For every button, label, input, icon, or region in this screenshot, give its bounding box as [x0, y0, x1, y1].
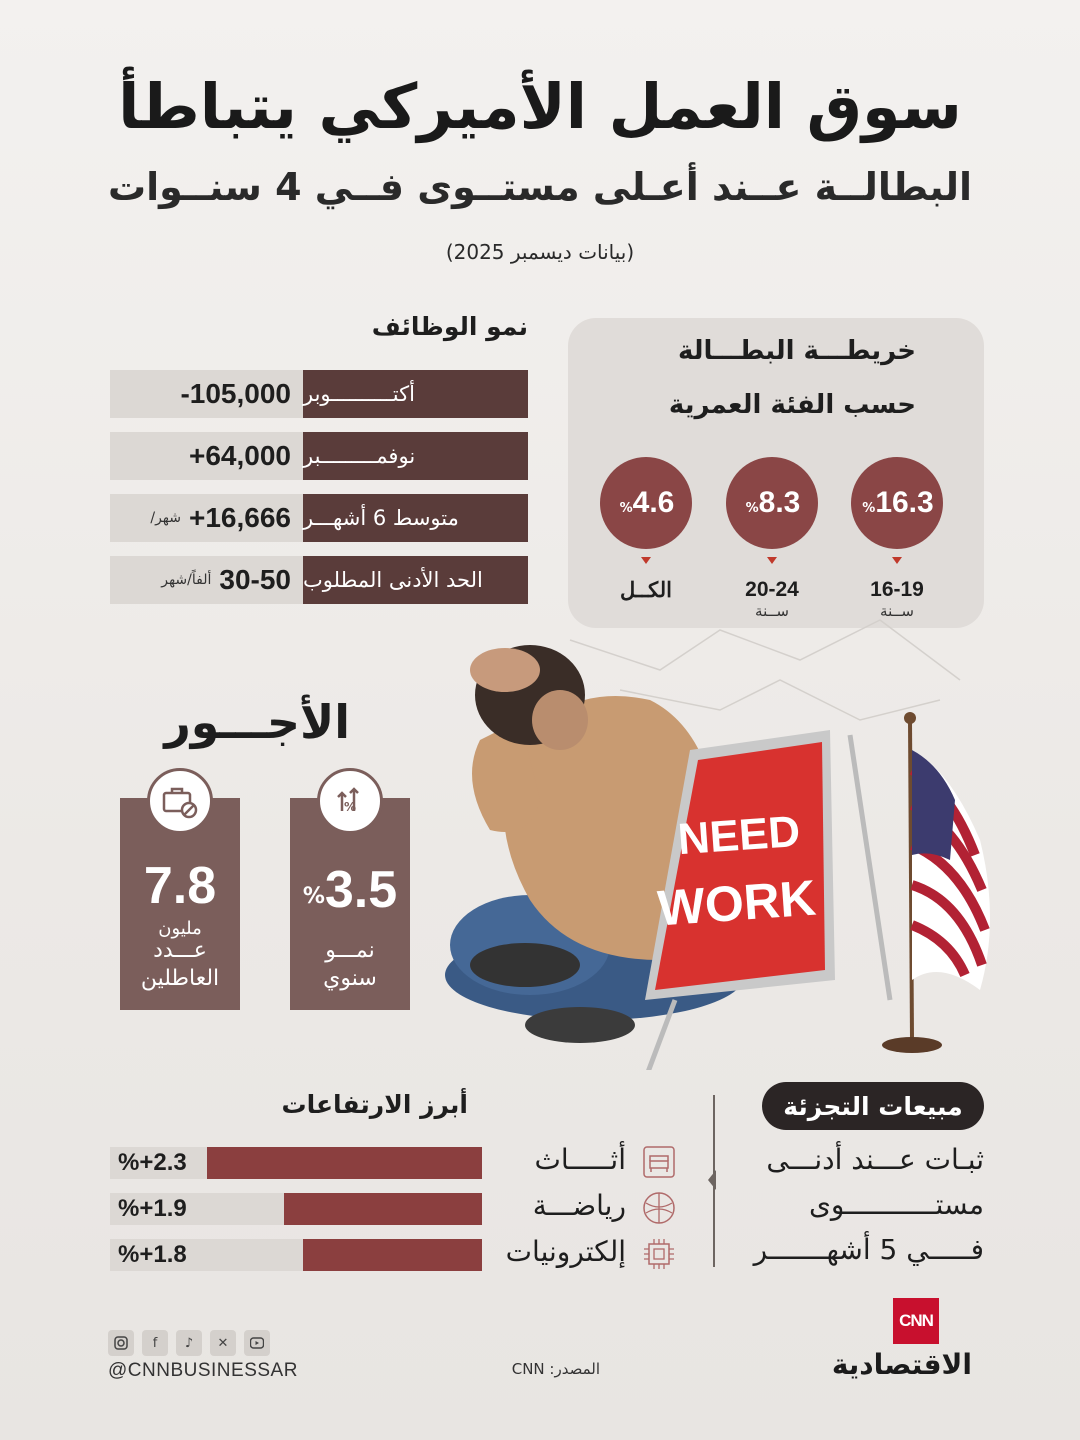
bubble-pct: % — [619, 500, 633, 516]
instagram-icon[interactable] — [108, 1330, 134, 1356]
increase-bar-row — [110, 1147, 482, 1179]
job-row — [110, 370, 528, 418]
job-label: الحد الأدنى المطلوب — [303, 556, 528, 604]
increase-value — [118, 1193, 187, 1225]
bubble-value: 16.3 — [875, 486, 934, 519]
sign-line2: WORK — [655, 869, 818, 937]
wage-growth-card — [290, 798, 410, 1010]
job-number: 30-50 — [219, 564, 291, 595]
increases-title: أبرز الارتفاعات — [281, 1090, 468, 1119]
retail-line-2: مستـــــــــــوى — [808, 1188, 984, 1221]
job-row — [110, 556, 528, 604]
increase-pct: % — [118, 1241, 140, 1268]
retail-line-3: فـــــي 5 أشهـــــــر — [753, 1233, 984, 1266]
increase-bar — [303, 1239, 482, 1271]
social-handle[interactable]: @CNNBUSINESSAR — [108, 1360, 298, 1381]
pointer-triangle-icon — [767, 557, 777, 564]
unemployed-line2: العاطلين — [140, 966, 220, 991]
increase-number: +1.9 — [139, 1195, 187, 1222]
wages-title: الأجـــور — [164, 695, 350, 749]
page-title: سوق العمل الأميركي يتباطأ — [118, 70, 962, 143]
youtube-icon[interactable] — [244, 1330, 270, 1356]
job-value — [110, 494, 303, 542]
job-value — [110, 556, 303, 604]
chip-icon — [640, 1235, 678, 1273]
job-number: +64,000 — [189, 440, 291, 471]
tiktok-icon[interactable]: ♪ — [176, 1330, 202, 1356]
increase-number: +2.3 — [139, 1149, 187, 1176]
increase-bar-row — [110, 1193, 482, 1225]
age-range: 20-24 — [745, 578, 799, 601]
increase-category: إلكترونيات — [505, 1235, 626, 1268]
increase-bar — [284, 1193, 482, 1225]
unemployed-line1: عـــدد — [153, 938, 207, 963]
increase-value — [118, 1239, 187, 1271]
retail-title: مبيعات التجزئة — [762, 1082, 984, 1130]
job-unit: /شهر — [150, 510, 181, 526]
pointer-triangle-icon — [892, 557, 902, 564]
increase-value — [118, 1147, 187, 1179]
bubble-value: 4.6 — [632, 486, 675, 519]
page-subtitle: البطالــة عــند أعـلى مستــوى فــي 4 سنــوات — [107, 165, 973, 209]
job-value — [110, 370, 303, 418]
sports-ball-icon — [640, 1189, 678, 1227]
age-range: الكــل — [619, 579, 673, 602]
age-range: 16-19 — [870, 578, 924, 601]
briefcase-no-icon — [147, 768, 213, 834]
unemployment-title: خريطـــة البطـــالة — [677, 336, 916, 366]
unemployment-bubble — [600, 457, 692, 549]
job-number: +16,666 — [189, 502, 291, 533]
cnn-logo: CNN — [893, 1298, 939, 1344]
age-unit: ســنة — [755, 602, 789, 620]
unemployment-subtitle: حسب الفئة العمرية — [668, 390, 916, 420]
facebook-icon[interactable]: f — [142, 1330, 168, 1356]
x-icon[interactable]: ✕ — [210, 1330, 236, 1356]
unemployment-bubble — [851, 457, 943, 549]
increase-pct: % — [118, 1195, 140, 1222]
unemployment-bubble — [726, 457, 818, 549]
date-note: (بيانات ديسمبر 2025) — [445, 240, 635, 264]
increase-pct: % — [118, 1149, 140, 1176]
illustration — [420, 600, 1020, 1070]
job-row — [110, 432, 528, 480]
job-unit: ألفاً/شهر — [161, 572, 212, 588]
unemployed-count-card — [120, 798, 240, 1010]
social-icons — [108, 1330, 270, 1356]
unemployed-number: 7.8 — [143, 857, 217, 915]
jobs-section-title: نمو الوظائف — [371, 312, 528, 341]
bubble-pct: % — [862, 500, 876, 516]
divider-arrow-icon — [708, 1170, 716, 1190]
wage-growth-value — [290, 860, 410, 920]
bubble-value: 8.3 — [758, 486, 801, 519]
job-row — [110, 494, 528, 542]
increase-number: +1.8 — [139, 1241, 187, 1268]
job-label: متوسط 6 أشهـــر — [303, 494, 528, 542]
sign-line1: NEED — [676, 806, 802, 865]
wage-growth-pct: % — [302, 884, 325, 909]
wage-growth-line2: سنوي — [323, 966, 377, 991]
percent-up-arrows-icon — [317, 768, 383, 834]
bubble-pct: % — [745, 500, 759, 516]
increase-bar — [207, 1147, 482, 1179]
source-note: المصدر: CNN — [511, 1360, 600, 1378]
wage-growth-number: 3.5 — [324, 861, 398, 919]
job-label: أكتــــــــــوبر — [303, 370, 528, 418]
unemployed-unit: مليون — [158, 918, 202, 939]
increase-category: أثـــــاث — [534, 1143, 626, 1176]
increase-category: رياضـــة — [532, 1189, 626, 1222]
job-label: نوفمـــــــــبر — [303, 432, 528, 480]
brand-name: الاقتصادية — [831, 1348, 972, 1381]
wage-growth-line1: نمـــو — [325, 938, 375, 963]
retail-line-1: ثبـات عـــند أدنـــى — [766, 1143, 984, 1176]
job-number: -105,000 — [180, 378, 291, 409]
increase-bar-row — [110, 1239, 482, 1271]
pointer-triangle-icon — [641, 557, 651, 564]
furniture-icon — [640, 1143, 678, 1181]
us-flag — [882, 712, 990, 1053]
svg-text:%: % — [344, 800, 357, 814]
age-unit: ســنة — [880, 602, 914, 620]
job-value — [110, 432, 303, 480]
